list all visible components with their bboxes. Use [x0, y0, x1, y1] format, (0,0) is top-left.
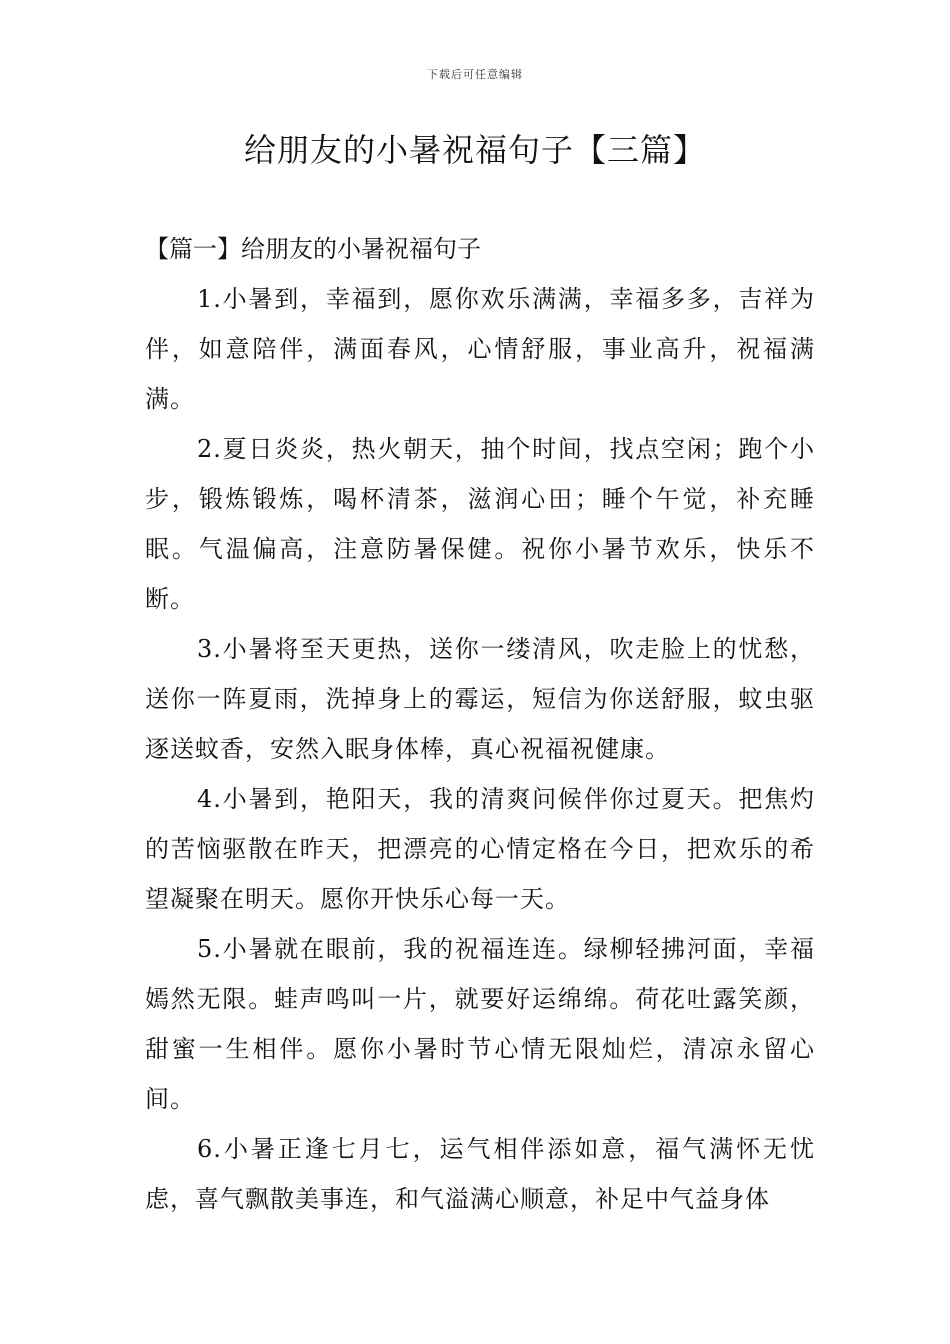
paragraph-4: 4.小暑到，艳阳天，我的清爽问候伴你过夏天。把焦灼的苦恼驱散在昨天，把漂亮的心情定格在今日，把欢乐的希望凝聚在明天。愿你开快乐心每一天。	[145, 785, 815, 913]
document-title: 给朋友的小暑祝福句子【三篇】	[243, 131, 706, 169]
paragraph-1: 1.小暑到，幸福到，愿你欢乐满满，幸福多多，吉祥为伴，如意陪伴，满面春风，心情舒服，事业高升，祝福满满。	[145, 285, 815, 413]
paragraph-2: 2.夏日炎炎，热火朝天，抽个时间，找点空闲；跑个小步，锻炼锻炼，喝杯清茶，滋润心田；睡个午觉，补充睡眠。气温偏高，注意防暑保健。祝你小暑节欢乐，快乐不断。	[145, 435, 815, 613]
paragraph-6: 6.小暑正逢七月七，运气相伴添如意，福气满怀无忧虑，喜气飘散美事连，和气溢满心顺意，补足中气益身体	[145, 1135, 815, 1213]
paragraph-3: 3.小暑将至天更热，送你一缕清风，吹走脸上的忧愁，送你一阵夏雨，洗掉身上的霉运，短信为你送舒服，蚊虫驱逐送蚊香，安然入眠身体棒，真心祝福祝健康。	[145, 635, 815, 763]
document-body	[145, 224, 815, 1224]
section-heading: 【篇一】给朋友的小暑祝福句子	[145, 235, 481, 263]
paragraph-5: 5.小暑就在眼前，我的祝福连连。绿柳轻拂河面，幸福嫣然无限。蛙声鸣叫一片，就要好运绵绵。荷花吐露笑颜，甜蜜一生相伴。愿你小暑时节心情无限灿烂，清凉永留心间。	[145, 935, 815, 1113]
header-note: 下载后可任意编辑	[427, 68, 523, 81]
